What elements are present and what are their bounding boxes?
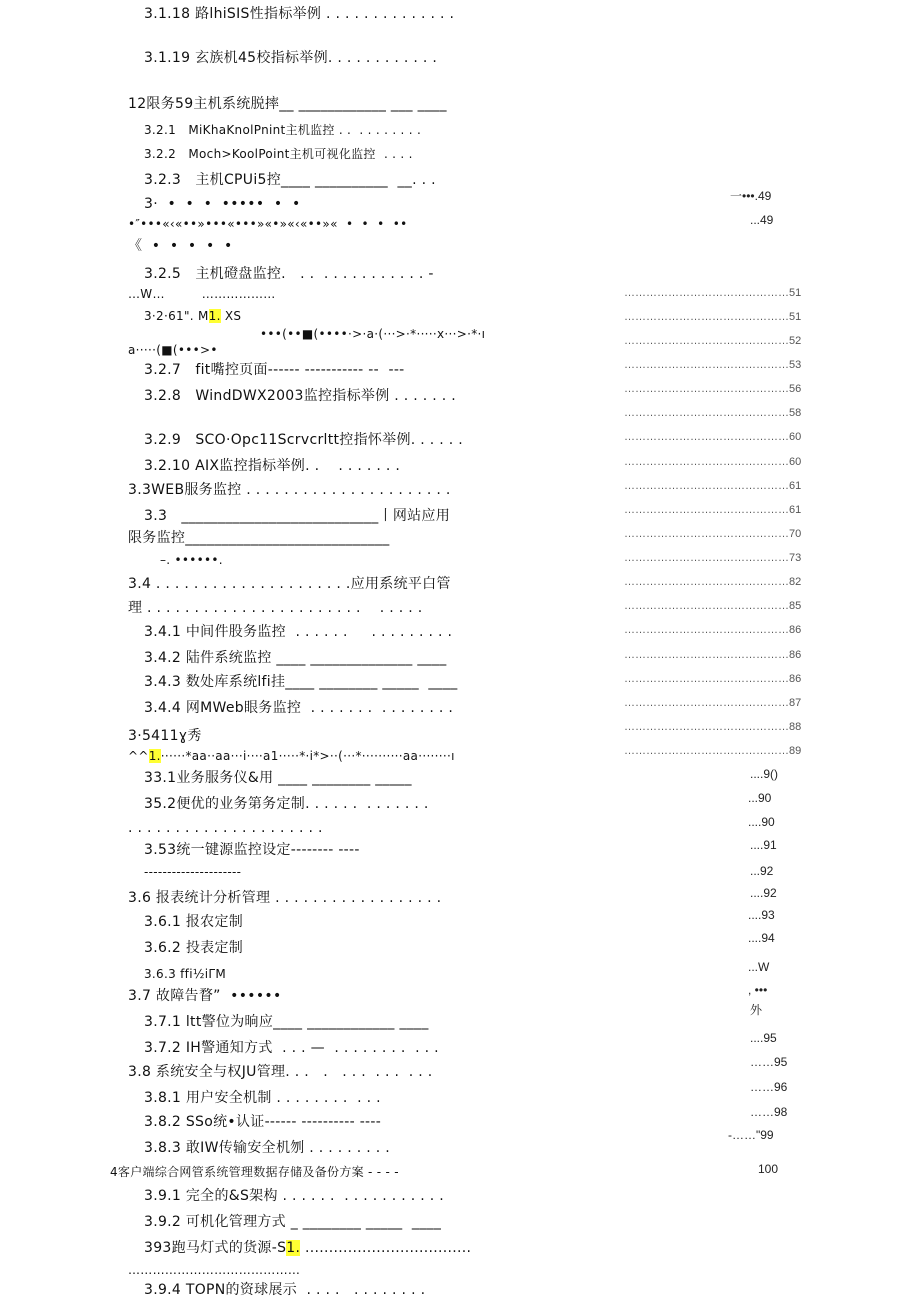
toc-entry: 《 • • • • •	[128, 238, 233, 254]
page-number: ……96	[750, 1080, 788, 1094]
toc-entry-text: ^^	[128, 749, 149, 763]
page-number: ………………………………………73	[624, 552, 802, 564]
page-number: ……98	[750, 1105, 788, 1119]
page-number: ………………………………………61	[624, 480, 802, 492]
page-number: 外	[750, 1003, 763, 1017]
page-number: ………………………………………86	[624, 649, 802, 661]
toc-entry: 3.2.10 AIX监控指标举例. . . . . . . . .	[144, 458, 401, 474]
page-number: ...49	[750, 213, 774, 227]
toc-entry: . . . . . . . . . . . . . . . . . . . . .	[128, 820, 323, 836]
toc-entry: …W… ………………	[128, 287, 276, 301]
toc-entry: 理 . . . . . . . . . . . . . . . . . . . . . . . . . . . .	[128, 600, 423, 616]
page-number: ………………………………………51	[624, 311, 802, 323]
page-number: ………………………………………56	[624, 383, 802, 395]
toc-entry: 3·5411ɣ秀	[128, 728, 202, 744]
toc-entry: –. ••••••.	[160, 553, 223, 567]
toc-entry: 3.7.1 ltt警位为晌应____ ____________ ____	[144, 1014, 429, 1030]
highlighted-text: 1.	[208, 309, 221, 323]
toc-entry: 3.3WEB服务监控 . . . . . . . . . . . . . . . . . . . . . .	[128, 482, 451, 498]
toc-entry: 3.9.4 TOPN的资球展示 . . . . . . . . . . . .	[144, 1282, 426, 1298]
toc-entry: 3.2.3 主机CPUi5控____ __________ __. . .	[144, 172, 436, 188]
toc-entry: 3.3 ___________________________丨网站应用	[144, 508, 451, 524]
page-number: ………………………………………60	[624, 431, 802, 443]
toc-entry: 3.8 系统安全与权JU管理. . . . . . . . . . . . .	[128, 1064, 433, 1080]
toc-entry: 限务监控____________________________	[128, 530, 390, 546]
page-number: ...W	[748, 960, 770, 974]
page-number: ....92	[750, 886, 777, 900]
page-number: ………………………………………60	[624, 456, 802, 468]
highlighted-text: 1.	[148, 749, 161, 763]
toc-entry: 3.8.2 SSo统•认证------ ---------- ----	[144, 1114, 382, 1130]
toc-entry-text: ······*aa··aa···i····a1·····*·i*>··(···*··········aa········ı	[160, 749, 455, 763]
toc-entry: 3.6.1 报农定制	[144, 914, 244, 930]
page-number: ……95	[750, 1055, 788, 1069]
page-number: ………………………………………85	[624, 600, 802, 612]
toc-entry: 4客户端综合网管系统管理数据存储及备份方案 - - - -	[110, 1165, 399, 1179]
toc-entry: 3.6 报表统计分析管理 . . . . . . . . . . . . . . . . . .	[128, 890, 442, 906]
toc-entry: 3.9.1 完全的&S架构 . . . . . . . . . . . . . . . . .	[144, 1188, 445, 1204]
page-number: 一•••.49	[730, 189, 772, 203]
page-number: ………………………………………70	[624, 528, 802, 540]
page-number: , •••	[748, 983, 768, 997]
page-number: ………………………………………82	[624, 576, 802, 588]
toc-entry	[128, 747, 455, 765]
page-number: ....91	[750, 838, 777, 852]
toc-entry: 12限务59主机系统脱摔__ ____________ ___ ____	[128, 96, 447, 112]
page-number: ………………………………………53	[624, 359, 802, 371]
page-number: ....93	[748, 908, 775, 922]
page-number: -……"99	[728, 1128, 774, 1142]
page-number: ………………………………………88	[624, 721, 802, 733]
toc-entry: 3.7 故障告瞀” ••••••	[128, 988, 282, 1004]
page-number: ....90	[748, 815, 775, 829]
page-number: ………………………………………86	[624, 624, 802, 636]
toc-entry-text: 393跑马灯式的货源-S	[144, 1240, 287, 1256]
page-number: ………………………………………58	[624, 407, 802, 419]
toc-entry: 3.2.9 SCO·Opc11Scrvcrltt控指怀举例. . . . . .	[144, 432, 464, 448]
page-number: ………………………………………87	[624, 697, 802, 709]
toc-entry: •••(••■(••••·>·a·(···>·*·····x···>·*·ı	[260, 327, 486, 341]
toc-entry: 3.4.2 陆件系统监控 ____ ______________ ____	[144, 650, 447, 666]
toc-entry: 33.1业务服务仪&用 ____ ________ _____	[144, 770, 412, 786]
toc-entry: ---------------------	[144, 865, 242, 879]
page-number: ....9()	[750, 767, 779, 781]
toc-entry: 3.8.1 用户安全机制 . . . . . . . . . . .	[144, 1090, 381, 1106]
toc-entry: 3.2.8 WindDWX2003监控指标举例 . . . . . . .	[144, 388, 457, 404]
toc-entry: 3.4 . . . . . . . . . . . . . . . . . . . . .应用系统平白管	[128, 576, 451, 592]
page-number: ....95	[750, 1031, 777, 1045]
toc-entry: 35.2便优的业务第务定制. . . . . . . . . . . . .	[144, 796, 429, 812]
page-number: ....94	[748, 931, 775, 945]
highlighted-text: 1.	[286, 1240, 301, 1256]
page-number: 100	[758, 1162, 779, 1176]
toc-entry: 3.2.7 fit嘴控页面------ ----------- -- ---	[144, 362, 405, 378]
toc-entry: 3.7.2 IH警通知方式 . . . — . . . . . . . . . . .	[144, 1040, 439, 1056]
toc-entry-text: ...................................	[300, 1240, 472, 1256]
toc-entry: 3.4.1 中间件股务监控 . . . . . . . . . . . . . . .	[144, 624, 453, 640]
toc-entry: 3.2.5 主机磴盘监控. . . . . . . . . . . . . . -	[144, 266, 434, 282]
toc-entry: 3.6.2 投表定制	[144, 940, 244, 956]
page-number: ………………………………………61	[624, 504, 802, 516]
toc-entry: 3.6.3 ffi½iΓM	[144, 967, 227, 981]
page-number: ...92	[750, 864, 774, 878]
toc-entry: 3.9.2 可机化管理方式 _ ________ _____ ____	[144, 1214, 442, 1230]
toc-entry: 3.4.3 数处库系统lfi挂____ ________ _____ ____	[144, 674, 458, 690]
toc-entry: ……………………………………	[128, 1263, 301, 1277]
toc-entry: 3.1.19 玄族机45校指标举例. . . . . . . . . . . .	[144, 50, 438, 66]
page-number: ………………………………………86	[624, 673, 802, 685]
page-number: ………………………………………51	[624, 287, 802, 299]
page-number: ………………………………………89	[624, 745, 802, 757]
toc-entry: 3· • • • ••••• • •	[144, 196, 301, 212]
toc-entry: 3.4.4 网MWeb眼务监控 . . . . . . . . . . . . . . .	[144, 700, 454, 716]
toc-entry: 3.53统一键源监控设定-------- ----	[144, 842, 360, 858]
toc-entry	[144, 307, 241, 325]
toc-entry: a·····(■(•••>•	[128, 343, 218, 357]
toc-entry-text: XS	[220, 309, 242, 323]
page-number: ………………………………………52	[624, 335, 802, 347]
toc-entry: 3.1.18 路lhiSIS性指标举例 . . . . . . . . . . . . . .	[144, 6, 455, 22]
toc-entry-text: 3·2·61". M	[144, 309, 209, 323]
toc-entry: 3.2.2 Moch>KoolPoint主机可视化监控 . . . .	[144, 147, 413, 161]
page-number: ...90	[748, 791, 772, 805]
toc-entry: 3.8.3 敢IW传输安全机刎 . . . . . . . . .	[144, 1140, 391, 1156]
toc-entry: 3.2.1 MiKhaKnolPnint主机监控 . . . . . . . . . .	[144, 123, 422, 137]
toc-entry: •″•••«‹«••»•••«•••»«•»«‹«••»« • • • ••	[128, 217, 408, 231]
toc-entry	[144, 1239, 471, 1257]
